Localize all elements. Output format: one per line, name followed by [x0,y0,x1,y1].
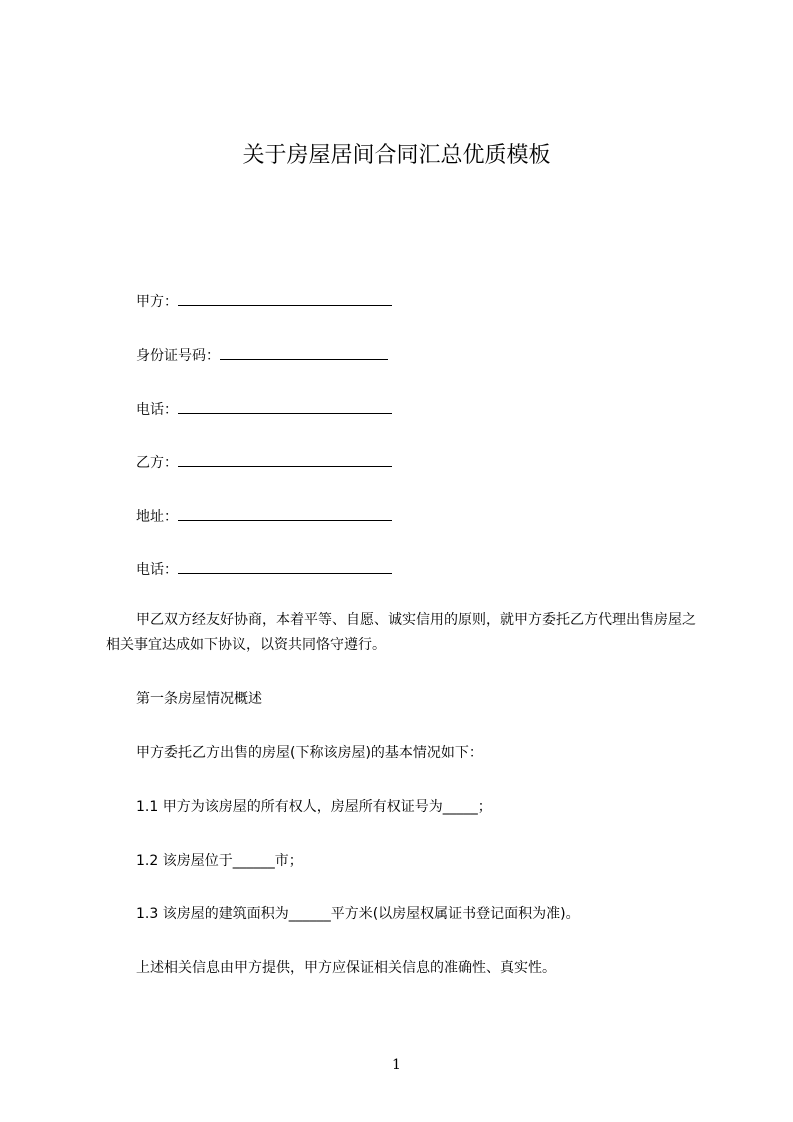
party-b-phone-blank[interactable] [178,558,392,574]
party-b-phone-field [136,558,392,580]
party-a-phone-label: 电话： [136,402,178,418]
item-1-3: 1.3 该房屋的建筑面积为______平方米(以房屋权属证书登记面积为准)。 [136,906,580,922]
party-b-field [136,451,392,473]
address-blank[interactable] [178,505,392,521]
id-number-blank[interactable] [220,344,388,360]
document-title: 关于房屋居间合同汇总优质模板 [242,143,551,168]
party-a-field [136,290,392,312]
item-1-1: 1.1 甲方为该房屋的所有权人，房屋所有权证号为_____； [136,799,492,815]
page-number: 1 [392,1057,401,1073]
party-a-label: 甲方： [136,294,178,310]
item-1-2: 1.2 该房屋位于______市； [136,853,303,869]
party-a-phone-field [136,398,392,420]
party-b-label: 乙方： [136,455,178,471]
address-field [136,505,392,527]
intro-paragraph: 甲乙双方经友好协商，本着平等、自愿、诚实信用的原则，就甲方委托乙方代理出售房屋之相关事宜达成如下协议，以资共同恪守遵行。 [106,612,696,653]
id-number-label: 身份证号码： [136,348,220,364]
party-a-phone-blank[interactable] [178,398,392,414]
party-b-phone-label: 电话： [136,562,178,578]
id-number-field [136,344,388,366]
article-1-heading: 第一条房屋情况概述 [136,691,262,707]
address-label: 地址： [136,509,178,525]
article-1-intro: 甲方委托乙方出售的房屋(下称该房屋)的基本情况如下： [136,745,483,761]
closing-statement: 上述相关信息由甲方提供，甲方应保证相关信息的准确性、真实性。 [136,960,556,976]
party-a-blank[interactable] [178,290,392,306]
party-b-blank[interactable] [178,451,392,467]
